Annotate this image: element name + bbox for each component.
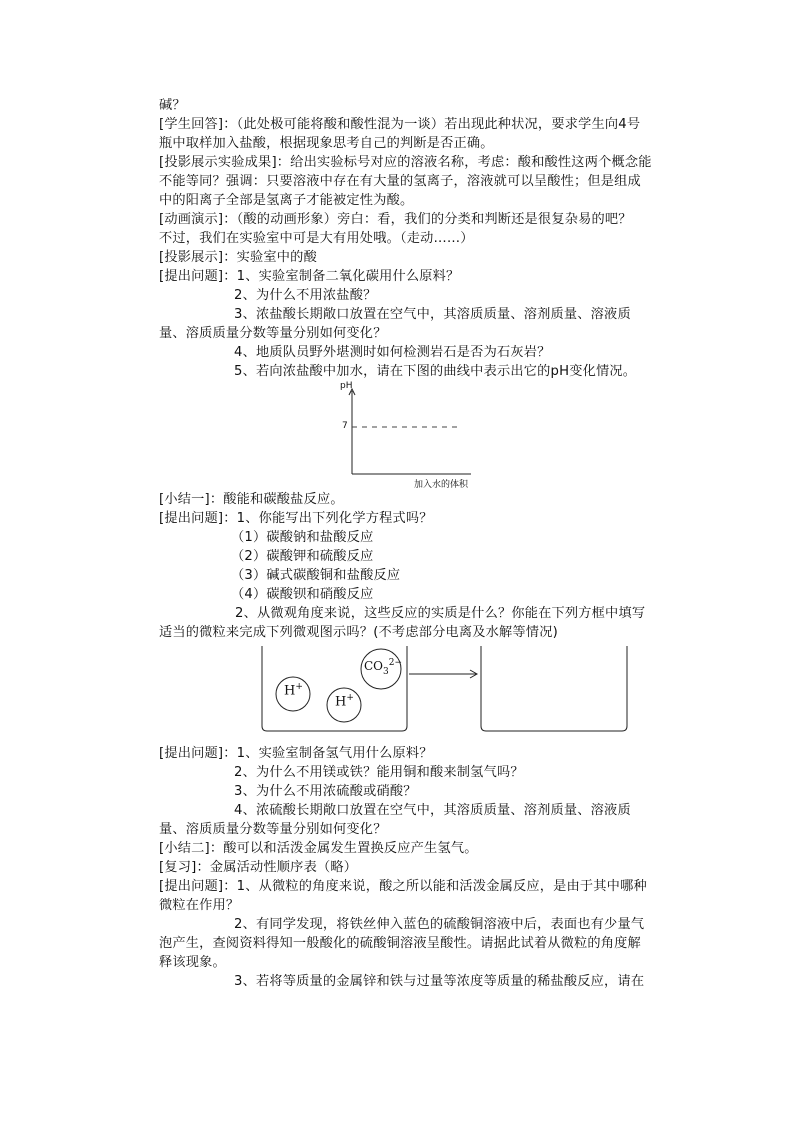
micro-diagram-shapes [159,642,677,744]
summary-two: [小结二]：酸可以和活泼金属发生置换反应产生氢气。 [159,841,478,856]
text-line: 中的阳离子全部是氢离子才能被定性为酸。 [159,193,414,208]
ph-graph [159,381,677,490]
micro-diagram [159,642,677,744]
text-line: 不过，我们在实验室中可是大有用处哦。（走动……） [159,231,474,246]
text-line: [提出问题]：1、实验室制备二氧化碳用什么原料？ [159,269,460,284]
text-line: 量、溶质质量分数等量分别如何变化？ [159,326,387,341]
question-item: 3、若将等质量的金属锌和铁与过量等浓度等质量的稀盐酸反应，请在 [234,974,645,989]
text-line: [投影展示实验成果]：给出实验标号对应的溶液名称，考虑：酸和酸性这两个概念能 [159,155,652,170]
question-item: 3、浓盐酸长期敞口放置在空气中，其溶质质量、溶剂质量、溶液质 [234,307,631,322]
sub-question: （1）碳酸钠和盐酸反应 [231,530,374,545]
summary-one: [小结一]：酸能和碳酸盐反应。 [159,492,344,507]
text-line: 量、溶质质量分数等量分别如何变化？ [159,822,387,837]
text-line: [学生回答]：（此处极可能将酸和酸性混为一谈）若出现此种状况，要求学生向4号 [159,117,641,132]
text-line: [投影展示]：实验室中的酸 [159,250,317,265]
ph-axes [159,381,677,490]
question-item: 3、为什么不用浓硫酸或硝酸？ [234,784,417,799]
question-item: 5、若向浓盐酸中加水，请在下图的曲线中表示出它的pH变化情况。 [234,364,637,379]
sub-question: （3）碱式碳酸铜和盐酸反应 [231,568,401,583]
carbonate-ion: $CO_3^{2-}$ [364,658,403,677]
text-line: 不能等同？强调：只要溶液中存在有大量的氢离子，溶液就可以呈酸性；但是组成 [159,174,641,189]
hydrogen-ion-2: H+ [335,693,354,710]
sub-question: （2）碳酸钾和硫酸反应 [231,549,374,564]
text-line: [动画演示]：（酸的动画形象）旁白：看，我们的分类和判断还是很复杂易的吧？ [159,212,632,227]
question-item: 4、浓硫酸长期敞口放置在空气中，其溶质质量、溶剂质量、溶液质 [234,803,631,818]
reference-value-label: 7 [342,421,348,431]
question-item: 2、为什么不用镁或铁？能用铜和酸来制氢气吗？ [234,765,524,780]
text-line: 微粒在作用？ [159,898,240,913]
question-heading: [提出问题]：1、实验室制备氢气用什么原料？ [159,746,433,761]
question-item: 2、为什么不用浓盐酸？ [234,288,377,303]
y-axis-label: pH [340,381,353,391]
document-page [159,96,677,991]
hydrogen-ion-1: H+ [284,682,303,699]
question-item: 2、有同学发现，将铁丝伸入蓝色的硫酸铜溶液中后，表面也有少量气 [234,917,645,932]
text-line: 泡产生，查阅资料得知一般酸化的硫酸铜溶液呈酸性。请据此试着从微粒的角度解 [159,936,641,951]
sub-question: （4）碳酸钡和硝酸反应 [231,587,374,602]
text-line: 适当的微粒来完成下列微观图示吗？(不考虑部分电离及水解等情况) [159,625,558,640]
text-line: 碱？ [159,98,186,113]
x-axis-label: 加入水的体积 [414,480,469,490]
right-beaker [481,646,627,731]
question-item: 4、地质队员野外堪测时如何检测岩石是否为石灰岩？ [234,345,551,360]
text-line: 瓶中取样加入盐酸，根据现象思考自己的判断是否正确。 [159,136,494,151]
question-heading: [提出问题]：1、你能写出下列化学方程式吗？ [159,511,433,526]
question-heading: [提出问题]：1、从微粒的角度来说，酸之所以能和活泼金属反应，是由于其中哪种 [159,879,647,894]
question-item: 2、从微观角度来说，这些反应的实质是什么？你能在下列方框中填写 [235,606,646,621]
text-line: 释该现象。 [159,955,226,970]
review-line: [复习]：金属活动性顺序表（略） [159,860,358,875]
